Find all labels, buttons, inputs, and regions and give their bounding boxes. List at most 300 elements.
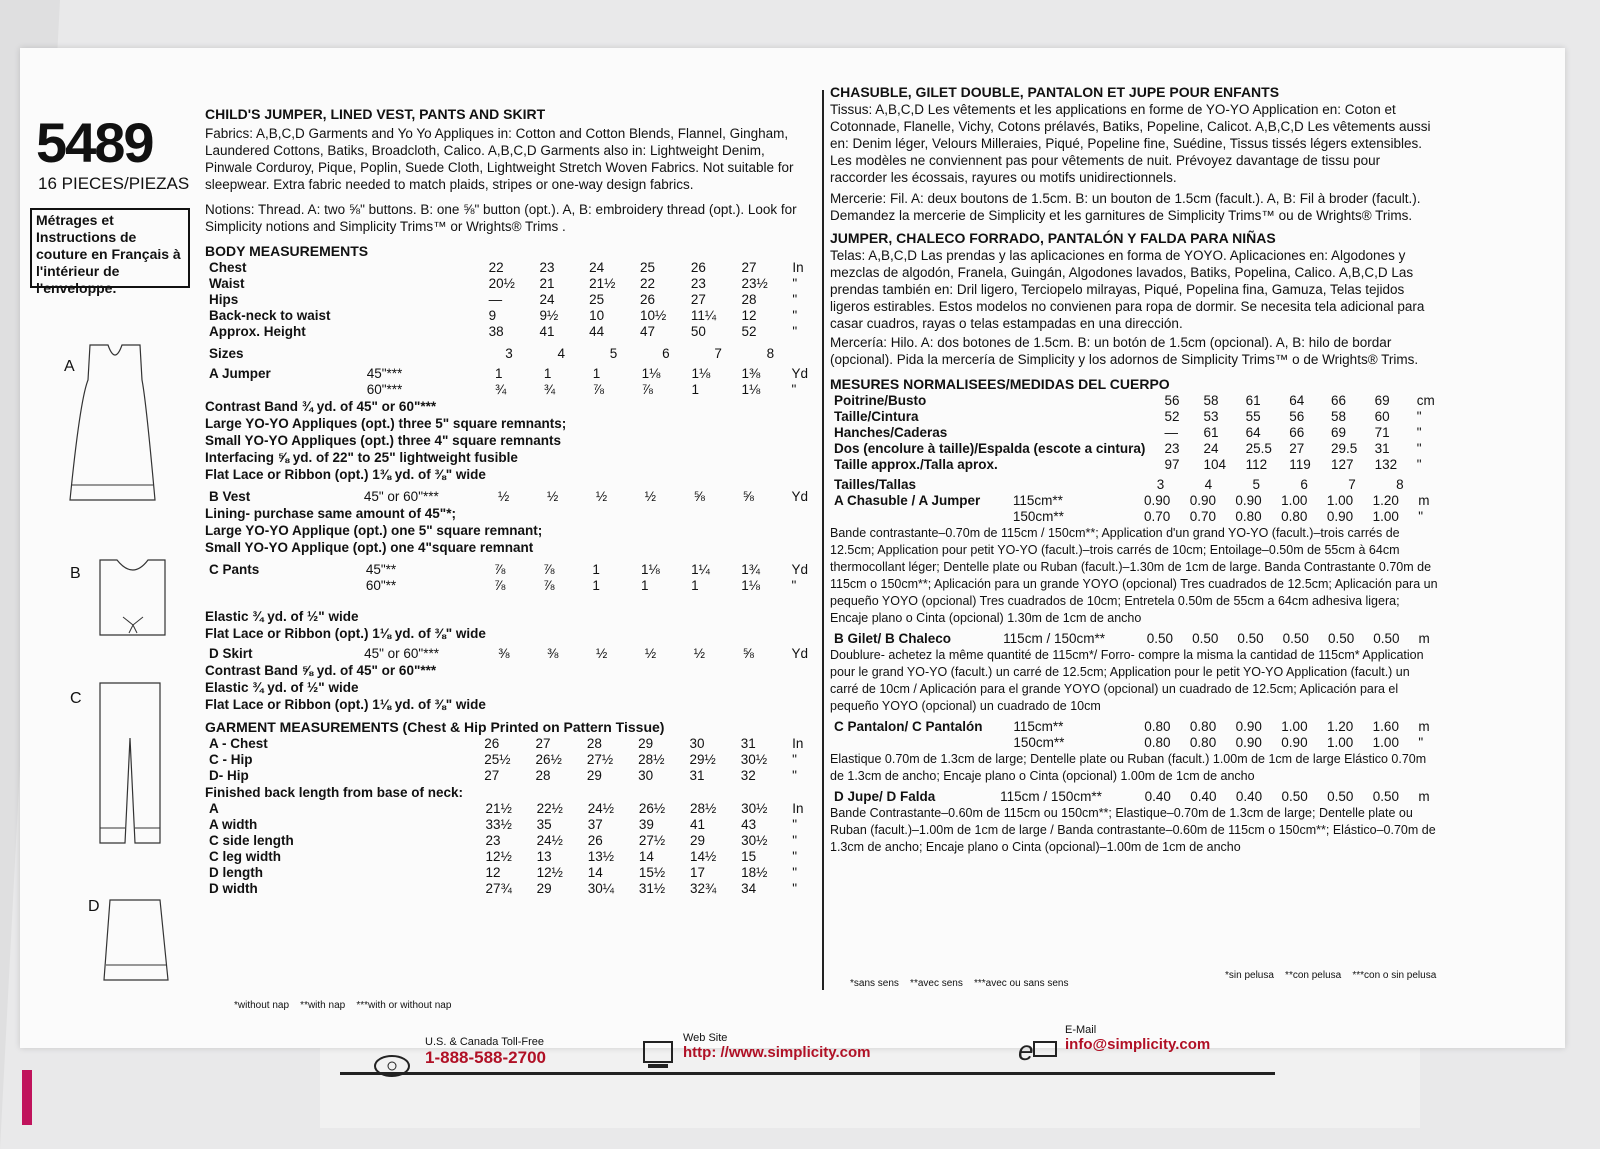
row-label: D length bbox=[209, 865, 263, 880]
value-cell: 20½ bbox=[488, 276, 515, 291]
value-cell: 69 bbox=[1331, 425, 1347, 440]
unit-cell: m bbox=[1418, 631, 1430, 646]
telephone-icon bbox=[372, 1048, 412, 1078]
value-cell: 64 bbox=[1245, 425, 1261, 440]
jumper-yardage-table bbox=[205, 366, 815, 398]
french-tissus: Tissus: A,B,C,D Les vêtements et les applications en forme de YO-YO Application en: Coton et Cotonnade, Flanelle, Vichy, Cotons prélavés, Batiks, Popeline, Calicot. A,B,C,D Les vêtements aussi en: Denim léger, Velours Milleraies, Piqué, Popeline fine, Suédine, Tissus tissés légers extensibles. Les modèles ne conviennent pas pour vêtements de nuit. Prévoyez davantage de tissu pour raccorder les écossais, rayures ou motifs unidirectionnels. bbox=[830, 102, 1431, 185]
web-link[interactable]: http: //www.simplicity.com bbox=[683, 1044, 871, 1061]
row-label: Hips bbox=[209, 292, 239, 307]
value-cell: 1 bbox=[691, 578, 699, 593]
unit-cell: " bbox=[792, 817, 797, 832]
row-label: D Skirt bbox=[209, 646, 253, 661]
value-cell: 30½ bbox=[740, 752, 768, 767]
table-row bbox=[830, 631, 1440, 647]
note-line: Elastic ¾ yd. of ½" wide bbox=[205, 609, 359, 624]
value-cell: 0.50 bbox=[1282, 631, 1309, 646]
french-title: CHASUBLE, GILET DOUBLE, PANTALON ET JUPE POUR ENFANTS bbox=[830, 84, 1280, 100]
size-cell: 6 bbox=[1300, 477, 1308, 492]
english-notions: Notions: Thread. A: two ⅝" buttons. B: one ⅝" button (opt.). A, B: embroidery thread (opt.). Look for Simplicity notions and Simplicity Trims™ or Wrights® Trims . bbox=[205, 202, 797, 234]
unit-cell: In bbox=[792, 736, 804, 751]
note-line: Flat Lace or Ribbon (opt.) 1⅜ yd. of ⅜" wide bbox=[205, 467, 486, 482]
value-cell: 1 bbox=[495, 366, 503, 381]
email-icon bbox=[1000, 1030, 1060, 1070]
value-cell: ½ bbox=[546, 489, 559, 504]
value-cell: 1.20 bbox=[1326, 719, 1354, 734]
value-cell: 32¾ bbox=[689, 881, 717, 896]
width-cell: 60"** bbox=[365, 578, 397, 593]
value-cell: 0.50 bbox=[1192, 631, 1219, 646]
value-cell: 25 bbox=[639, 260, 655, 275]
value-cell: 1 bbox=[592, 562, 600, 577]
row-label: A bbox=[209, 801, 219, 816]
value-cell: 1.00 bbox=[1326, 493, 1354, 508]
row-label: C side length bbox=[209, 833, 294, 848]
value-cell: 0.80 bbox=[1144, 719, 1171, 734]
value-cell: 24 bbox=[589, 260, 605, 275]
value-cell: 31 bbox=[689, 768, 705, 783]
table-row bbox=[830, 509, 1440, 525]
value-cell: ⅝ bbox=[742, 646, 754, 661]
vest-notes bbox=[205, 505, 815, 556]
value-cell: — bbox=[1164, 425, 1178, 440]
view-letter-a: A bbox=[64, 358, 75, 375]
value-cell: 25½ bbox=[484, 752, 511, 767]
value-cell: 0.70 bbox=[1143, 509, 1171, 524]
row-label: B Gilet/ B Chaleco bbox=[834, 631, 952, 646]
row-label: Hanches/Caderas bbox=[834, 425, 948, 440]
value-cell: ⅜ bbox=[498, 646, 510, 661]
row-label: Back-neck to waist bbox=[209, 308, 331, 323]
table-row bbox=[205, 833, 815, 849]
width-cell: 115cm / 150cm** bbox=[1000, 789, 1102, 804]
unit-cell: Yd bbox=[791, 366, 808, 381]
sizes-table bbox=[205, 346, 815, 362]
value-cell: 66 bbox=[1331, 393, 1347, 408]
row-label: A Chasuble / A Jumper bbox=[834, 493, 981, 508]
value-cell: 24 bbox=[539, 292, 555, 307]
english-title: CHILD'S JUMPER, LINED VEST, PANTS AND SKIRT bbox=[205, 106, 546, 122]
value-cell: 119 bbox=[1289, 457, 1311, 472]
table-row bbox=[205, 646, 815, 662]
metric-vest-text: Doublure- achetez la même quantité de 115cm*/ Forro- compre la misma la cantidad de 115cm* Application pour le grand YO-YO (facult.) un carré de 12.5cm; Application pour le petit YO-YO Application (facult.) un carré de 10cm / Aplicación para el grande YOYO (opcional) un cuadrado de 12.5cm; Aplicación para el pequeño YOYO (opcional) un cuadrado de 10cm bbox=[830, 648, 1424, 713]
value-cell: 35 bbox=[536, 817, 552, 832]
vest-sketch bbox=[95, 555, 170, 645]
value-cell: 14½ bbox=[689, 849, 717, 864]
size-cell: 4 bbox=[1204, 477, 1213, 492]
value-cell: 30¼ bbox=[587, 881, 615, 896]
value-cell: 69 bbox=[1374, 393, 1390, 408]
note-line: Elastic ¾ yd. of ½" wide bbox=[205, 680, 359, 695]
value-cell: 28½ bbox=[689, 801, 717, 816]
french-note-box: Métrages et Instructions de couture en Français à l'intérieur de l'enveloppe. bbox=[30, 208, 190, 288]
value-cell: 1.00 bbox=[1326, 735, 1354, 750]
value-cell: 0.90 bbox=[1189, 493, 1216, 508]
spanish-footnotes bbox=[1225, 970, 1436, 981]
value-cell: 21½ bbox=[589, 276, 616, 291]
footnote-fr-1: *sans sens bbox=[850, 978, 899, 989]
value-cell: 30½ bbox=[741, 833, 768, 848]
value-cell: 1.00 bbox=[1281, 719, 1308, 734]
value-cell: 0.80 bbox=[1144, 735, 1171, 750]
note-line: Interfacing ⅝ yd. of 22" to 25" lightweight fusible bbox=[205, 450, 518, 465]
value-cell: 29½ bbox=[689, 752, 716, 767]
value-cell: 29 bbox=[638, 736, 654, 751]
value-cell: 28 bbox=[586, 736, 602, 751]
width-cell: 115cm / 150cm** bbox=[1003, 631, 1105, 646]
phone-label: U.S. & Canada Toll-Free bbox=[425, 1036, 545, 1048]
table-row bbox=[830, 477, 1440, 493]
skirt-notes bbox=[205, 662, 815, 713]
table-row bbox=[830, 393, 1440, 409]
table-row bbox=[830, 409, 1440, 425]
jumper-notes bbox=[205, 398, 815, 483]
note-line: Small YO-YO Applique (opt.) one 4"square remnant bbox=[205, 540, 534, 555]
value-cell: 0.50 bbox=[1327, 789, 1354, 804]
row-label: Taille approx./Talla aprox. bbox=[834, 457, 998, 472]
value-cell: 0.40 bbox=[1235, 789, 1263, 804]
pants-sketch bbox=[95, 678, 165, 853]
row-label: Chest bbox=[209, 260, 247, 275]
size-cell: 7 bbox=[1348, 477, 1356, 492]
table-row bbox=[205, 260, 815, 276]
value-cell: 27 bbox=[741, 260, 757, 275]
width-cell: 115cm** bbox=[1013, 719, 1064, 734]
footnote-es-1: *sin pelusa bbox=[1225, 970, 1274, 981]
value-cell: 26 bbox=[690, 260, 706, 275]
row-label: Approx. Height bbox=[209, 324, 306, 339]
metric-body-table bbox=[830, 393, 1440, 473]
footnote-3: ***with or without nap bbox=[356, 1000, 452, 1011]
spanish-telas: Telas: A,B,C,D Las prendas y las aplicaciones en forma de YOYO. Aplicaciones en: Algodones y mezclas de algodón, Franela, Guingán, Algodones lavados, Batiks, Popelina, Calico. A,B,C,D Las prendas también en: Dril ligero, Terciopelo milrayas, Piqué, Popelina fina, Gamuza, Telas tejidos ligeros estirables. Estos modelos no convienen para ropa de dormir. Se necesita tela adicional para casar cuadros, rayas o telas estampadas en una dirección. bbox=[830, 248, 1425, 331]
value-cell: 1 bbox=[592, 578, 600, 593]
value-cell: 52 bbox=[741, 324, 757, 339]
email-link[interactable]: info@simplicity.com bbox=[1065, 1036, 1211, 1053]
size-cell: 6 bbox=[662, 346, 670, 361]
pants-notes bbox=[205, 608, 815, 642]
value-cell: 31½ bbox=[638, 881, 666, 896]
unit-cell: Yd bbox=[791, 646, 808, 661]
table-row bbox=[205, 382, 815, 398]
unit-cell: " bbox=[1416, 425, 1422, 440]
value-cell: 23 bbox=[539, 260, 555, 275]
value-cell: 1.20 bbox=[1372, 493, 1399, 508]
row-label: Dos (encolure à taille)/Espalda (escote a cintura) bbox=[834, 441, 1146, 456]
table-row bbox=[205, 736, 815, 752]
value-cell: 0.90 bbox=[1235, 735, 1262, 750]
unit-cell: " bbox=[791, 382, 797, 397]
value-cell: 11¼ bbox=[690, 308, 717, 323]
value-cell: 9½ bbox=[539, 308, 559, 323]
table-row bbox=[830, 493, 1440, 509]
unit-cell: " bbox=[792, 292, 798, 307]
table-row bbox=[205, 881, 815, 897]
value-cell: 0.90 bbox=[1143, 493, 1171, 508]
view-letter-c: C bbox=[70, 690, 82, 707]
value-cell: ⅞ bbox=[641, 382, 653, 397]
row-label: Taille/Cintura bbox=[834, 409, 919, 424]
vest-yardage-table bbox=[205, 489, 815, 505]
note-line: Large YO-YO Appliques (opt.) three 5" square remnants; bbox=[205, 416, 567, 431]
table-row bbox=[205, 276, 815, 292]
pattern-number: 5489 bbox=[36, 111, 153, 174]
unit-cell: " bbox=[792, 324, 798, 339]
metric-jumper-table bbox=[830, 493, 1440, 525]
value-cell: 22 bbox=[488, 260, 504, 275]
value-cell: 26 bbox=[587, 833, 603, 848]
unit-cell: Yd bbox=[791, 562, 808, 577]
phone-number[interactable]: 1-888-588-2700 bbox=[425, 1048, 546, 1067]
email-label: E-Mail bbox=[1065, 1024, 1097, 1036]
value-cell: 0.50 bbox=[1373, 631, 1400, 646]
value-cell: 1 bbox=[543, 366, 552, 381]
value-cell: 47 bbox=[639, 324, 655, 339]
value-cell: 0.70 bbox=[1189, 509, 1216, 524]
metric-pants-text: Elastique 0.70m de 1.3cm de large; Dentelle plate ou Ruban (facult.) 1.00m de 1cm de large Elástico 0.70m de 1.3cm de ancho; Encaje plano o Cinta (opcional) 1.00m de 1cm de ancho bbox=[830, 752, 1427, 783]
value-cell: 21½ bbox=[485, 801, 512, 816]
value-cell: 28 bbox=[741, 292, 757, 307]
computer-icon bbox=[640, 1040, 676, 1070]
value-cell: 1.00 bbox=[1372, 509, 1399, 524]
unit-cell: In bbox=[792, 801, 804, 816]
value-cell: ½ bbox=[595, 646, 608, 661]
unit-cell: " bbox=[1416, 409, 1422, 424]
row-label: Waist bbox=[209, 276, 245, 291]
value-cell: ⅜ bbox=[547, 646, 559, 661]
value-cell: 0.90 bbox=[1326, 509, 1354, 524]
value-cell: 26 bbox=[639, 292, 655, 307]
row-label: Poitrine/Busto bbox=[834, 393, 927, 408]
value-cell: 1.00 bbox=[1281, 493, 1308, 508]
table-row bbox=[205, 578, 815, 594]
english-fabrics: Fabrics: A,B,C,D Garments and Yo Yo Appliques in: Cotton and Cotton Blends, Flannel, Gingham, Laundered Cottons, Batiks, Broadcloth, Calico. A,B,C,D Garments also in: Lightweight Denim, Pinwale Corduroy, Pique, Poplin, Suede Cloth, Lightweight Stretch Woven Fabrics. Not suitable for sleepwear. Extra fabric needed to match plaids, stripes or one-way design fabrics. bbox=[205, 126, 794, 192]
width-cell: 45"** bbox=[365, 562, 397, 577]
value-cell: 29 bbox=[536, 881, 552, 896]
value-cell: — bbox=[488, 292, 503, 307]
value-cell: 24½ bbox=[587, 801, 615, 816]
footnote-fr-3: ***avec ou sans sens bbox=[973, 978, 1069, 989]
row-label: B Vest bbox=[209, 489, 251, 504]
size-cell: 3 bbox=[505, 346, 513, 361]
value-cell: 10 bbox=[589, 308, 605, 323]
table-row bbox=[205, 292, 815, 308]
unit-cell: " bbox=[792, 833, 797, 848]
unit-cell: " bbox=[1418, 735, 1424, 750]
value-cell: 30½ bbox=[741, 801, 768, 816]
value-cell: 24½ bbox=[536, 833, 563, 848]
unit-cell: " bbox=[1418, 509, 1424, 524]
value-cell: 12 bbox=[741, 308, 757, 323]
unit-cell: " bbox=[792, 865, 797, 880]
note-line: Large YO-YO Applique (opt.) one 5" square remnant; bbox=[205, 523, 543, 538]
value-cell: 17 bbox=[689, 865, 706, 880]
value-cell: 15½ bbox=[638, 865, 666, 880]
french-mercerie: Mercerie: Fil. A: deux boutons de 1.5cm. B: un bouton de 1.5cm (facult.). A, B: Fil à broder (facult.). Demandez la mercerie de Simplicity et les garnitures de Simplicity Trims™ ou de Wrights® Trims. bbox=[830, 191, 1421, 223]
table-row bbox=[205, 308, 815, 324]
value-cell: 0.50 bbox=[1146, 631, 1174, 646]
value-cell: ½ bbox=[644, 489, 657, 504]
french-footnotes bbox=[850, 978, 1069, 989]
value-cell: 27 bbox=[535, 736, 551, 751]
value-cell: 29 bbox=[689, 833, 706, 848]
value-cell: 24 bbox=[1203, 441, 1219, 456]
metric-column bbox=[830, 84, 1440, 856]
value-cell: 0.80 bbox=[1189, 735, 1217, 750]
value-cell: 1 bbox=[640, 578, 649, 593]
table-row bbox=[205, 849, 815, 865]
value-cell: 0.80 bbox=[1235, 509, 1262, 524]
value-cell: 30 bbox=[689, 736, 705, 751]
value-cell: 34 bbox=[741, 881, 757, 896]
value-cell: 12½ bbox=[485, 849, 512, 864]
footnote-es-3: ***con o sin pelusa bbox=[1352, 970, 1437, 981]
table-row bbox=[830, 457, 1440, 473]
row-label: D width bbox=[209, 881, 258, 896]
size-cell: 5 bbox=[609, 346, 618, 361]
unit-cell: In bbox=[792, 260, 804, 275]
finished-length-label: Finished back length from base of neck: bbox=[205, 785, 464, 800]
table-row bbox=[830, 425, 1440, 441]
row-label: D- Hip bbox=[209, 768, 249, 783]
row-label: C leg width bbox=[209, 849, 281, 864]
unit-cell: " bbox=[791, 578, 797, 593]
width-cell: 60"*** bbox=[366, 382, 403, 397]
value-cell: ½ bbox=[693, 646, 705, 661]
value-cell: 127 bbox=[1331, 457, 1354, 472]
value-cell: 9 bbox=[488, 308, 497, 323]
size-cell: 7 bbox=[714, 346, 722, 361]
value-cell: 10½ bbox=[639, 308, 667, 323]
value-cell: 29 bbox=[586, 768, 602, 783]
value-cell: 61 bbox=[1203, 425, 1219, 440]
row-label bbox=[830, 735, 1009, 751]
value-cell: ⅞ bbox=[543, 562, 555, 577]
value-cell: 26½ bbox=[535, 752, 562, 767]
value-cell: 22 bbox=[639, 276, 655, 291]
value-cell: ⅞ bbox=[592, 382, 604, 397]
view-letter-d: D bbox=[88, 898, 100, 915]
value-cell: 44 bbox=[589, 324, 605, 339]
value-cell: 25 bbox=[589, 292, 605, 307]
pants-yardage-table bbox=[205, 562, 815, 594]
value-cell: 0.50 bbox=[1281, 789, 1308, 804]
unit-cell: " bbox=[792, 752, 797, 767]
table-row bbox=[205, 768, 815, 784]
width-cell: 45" or 60"*** bbox=[363, 489, 439, 504]
value-cell: 12 bbox=[485, 865, 501, 880]
garment-measurements-title: GARMENT MEASUREMENTS (Chest & Hip Printed on Pattern Tissue) bbox=[205, 719, 665, 735]
value-cell: 1⅛ bbox=[741, 382, 761, 397]
row-label: A - Chest bbox=[209, 736, 268, 751]
value-cell: 31 bbox=[1374, 441, 1390, 456]
value-cell: 66 bbox=[1289, 425, 1305, 440]
value-cell: 23 bbox=[485, 833, 501, 848]
note-line: Lining- purchase same amount of 45"*; bbox=[205, 506, 456, 521]
value-cell: 50 bbox=[690, 324, 706, 339]
value-cell: 104 bbox=[1203, 457, 1227, 472]
row-label: A width bbox=[209, 817, 258, 832]
unit-cell: cm bbox=[1416, 393, 1435, 408]
table-row bbox=[830, 719, 1440, 735]
unit-cell: " bbox=[792, 308, 798, 323]
footnote-fr-2: **avec sens bbox=[910, 978, 963, 989]
value-cell: 58 bbox=[1203, 393, 1219, 408]
width-cell: 45" or 60"*** bbox=[364, 646, 439, 661]
value-cell: ½ bbox=[644, 646, 657, 661]
spanish-title: JUMPER, CHALECO FORRADO, PANTALÓN Y FALDA PARA NIÑAS bbox=[830, 230, 1276, 246]
value-cell: 28 bbox=[535, 768, 551, 783]
value-cell: 22½ bbox=[536, 801, 563, 816]
size-cell: 8 bbox=[766, 346, 775, 361]
value-cell: 27 bbox=[690, 292, 706, 307]
value-cell: ⅝ bbox=[693, 489, 705, 504]
table-row bbox=[205, 489, 815, 505]
value-cell: 27 bbox=[1289, 441, 1305, 456]
value-cell: 14 bbox=[587, 865, 603, 880]
value-cell: 0.90 bbox=[1235, 719, 1262, 734]
value-cell: 30 bbox=[638, 768, 654, 783]
value-cell: 41 bbox=[539, 324, 555, 339]
unit-cell: Yd bbox=[791, 489, 808, 504]
table-row bbox=[830, 789, 1440, 805]
size-cell: 8 bbox=[1396, 477, 1404, 492]
metric-skirt-text: Bande Contrastante–0.60m de 115cm ou 150cm**; Elastique–0.70m de 1.3cm de large; Dentelle plate ou Ruban (facult.)–1.00m de 1cm de large / Banda contrastante–0.60m de 115cm o 150cm**; Elástico–0.70m de 1.3cm de ancho; Encaje plano o Cinta (opcional)–1.00m de 1cm de ancho bbox=[830, 806, 1436, 854]
value-cell: ⅝ bbox=[742, 489, 754, 504]
table-row bbox=[205, 801, 815, 817]
metric-skirt-table bbox=[830, 789, 1440, 805]
note-line: Contrast Band ⅝ yd. of 45" or 60"*** bbox=[205, 663, 437, 678]
pieces-count: 16 PIECES/PIEZAS bbox=[38, 174, 190, 193]
value-cell: 38 bbox=[488, 324, 504, 339]
row-label: A Jumper bbox=[209, 366, 271, 381]
row-label: Tailles/Tallas bbox=[834, 477, 917, 492]
english-column bbox=[205, 106, 815, 897]
skirt-yardage-table bbox=[205, 646, 815, 662]
unit-cell: " bbox=[792, 881, 797, 896]
row-label bbox=[205, 382, 363, 398]
view-letter-b: B bbox=[70, 565, 81, 582]
value-cell: 1.60 bbox=[1372, 719, 1399, 734]
value-cell: 27½ bbox=[638, 833, 666, 848]
footnote-2: **with nap bbox=[300, 1000, 346, 1011]
value-cell: 23½ bbox=[741, 276, 768, 291]
unit-cell: " bbox=[792, 849, 797, 864]
table-row bbox=[205, 562, 815, 578]
width-cell: 45"*** bbox=[366, 366, 403, 381]
value-cell: 12½ bbox=[536, 865, 563, 880]
value-cell: 29.5 bbox=[1331, 441, 1358, 456]
value-cell: 60 bbox=[1374, 409, 1390, 424]
table-row bbox=[205, 366, 815, 382]
garment-measurements-table bbox=[205, 736, 815, 784]
value-cell: 1⅛ bbox=[741, 578, 761, 593]
value-cell: 27¾ bbox=[485, 881, 512, 896]
column-divider bbox=[822, 90, 824, 990]
value-cell: ⅞ bbox=[543, 578, 555, 593]
value-cell: 61 bbox=[1245, 393, 1261, 408]
finished-length-table bbox=[205, 801, 815, 897]
width-cell: 150cm** bbox=[1013, 735, 1065, 750]
value-cell: ½ bbox=[498, 489, 510, 504]
value-cell: ½ bbox=[595, 489, 608, 504]
value-cell: 14 bbox=[638, 849, 654, 864]
value-cell: 97 bbox=[1164, 457, 1180, 472]
metric-body-title: MESURES NORMALISEES/MEDIDAS DEL CUERPO bbox=[830, 376, 1170, 392]
note-line: Flat Lace or Ribbon (opt.) 1⅛ yd. of ⅜" wide bbox=[205, 697, 486, 712]
value-cell: 0.50 bbox=[1237, 631, 1264, 646]
unit-cell: " bbox=[1416, 441, 1422, 456]
table-row bbox=[205, 324, 815, 340]
row-label: Sizes bbox=[209, 346, 244, 361]
